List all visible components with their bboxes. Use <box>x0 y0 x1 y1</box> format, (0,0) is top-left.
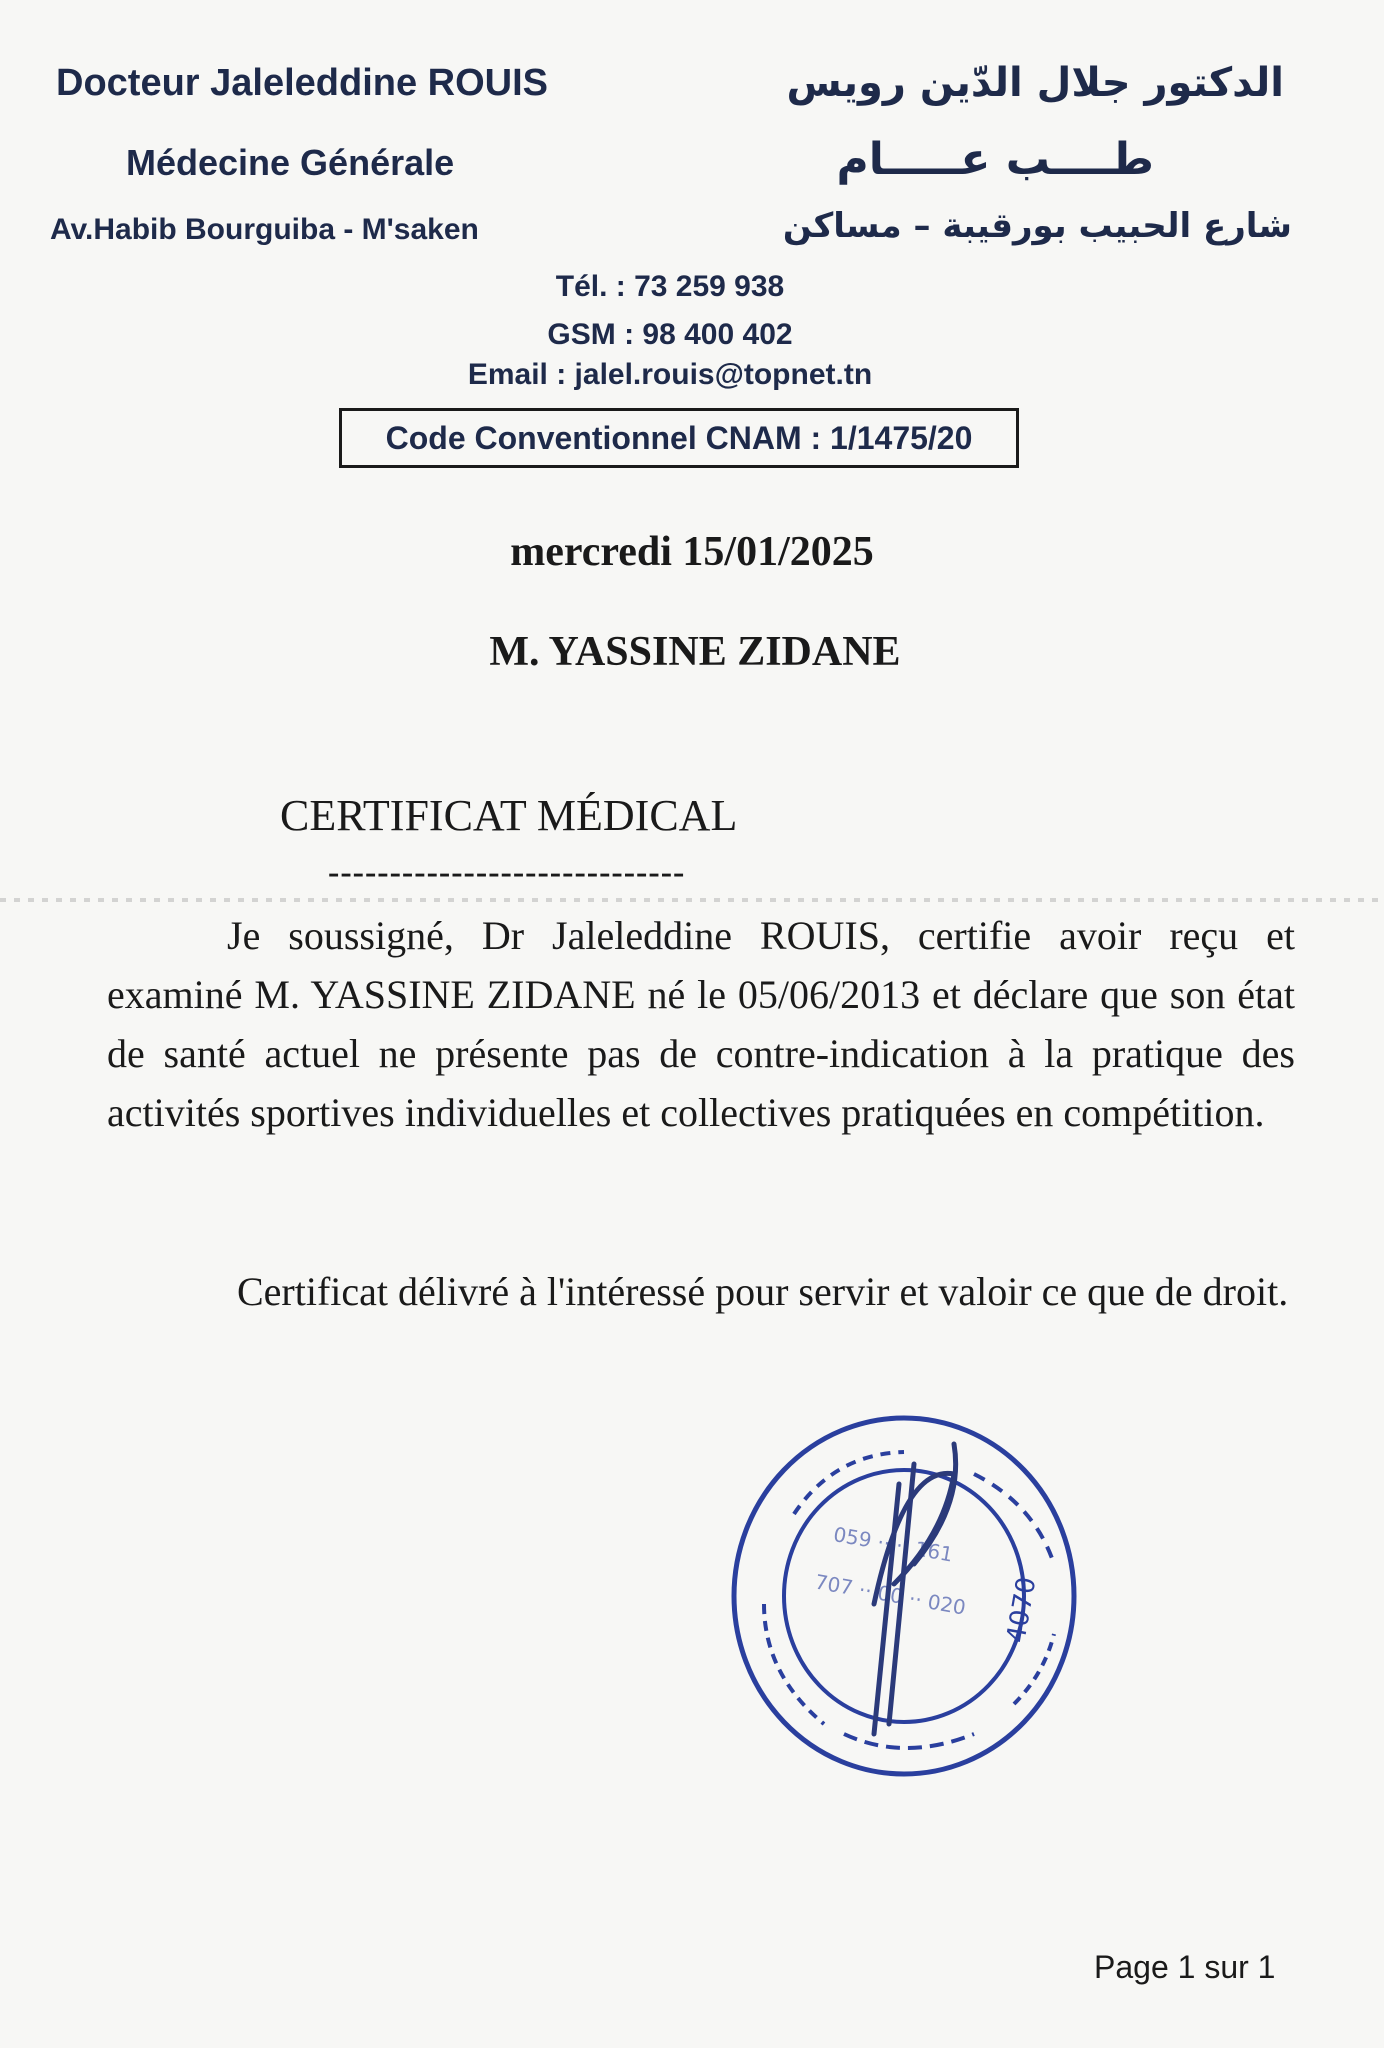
title-underline: ----------------------------- <box>328 854 686 891</box>
paragraph-text: Certificat délivré à l'intéressé pour servir et valoir ce que de droit. <box>237 1269 1289 1314</box>
doctor-name-fr: Docteur Jaleleddine ROUIS <box>56 62 549 104</box>
stamp-signature-graphic <box>724 1404 1094 1804</box>
specialty-ar: طــــب عـــــام <box>836 134 1154 185</box>
doctor-stamp <box>724 1404 1094 1809</box>
certificate-closing-paragraph <box>107 1262 1295 1321</box>
doctor-name-ar: الدكتور جلال الدّين رويس <box>786 60 1284 106</box>
scan-artifact-line <box>0 898 1384 902</box>
certificate-body-paragraph <box>107 906 1295 1142</box>
paragraph-text: Je soussigné, Dr Jaleleddine ROUIS, certifie avoir reçu et examiné M. YASSINE ZIDANE né le 05/06/2013 et déclare que son état de santé actuel ne présente pas de contre-indication à la pratique des activités sportives individuelles et collectives pratiquées en compétition. <box>107 913 1295 1135</box>
certificate-title: CERTIFICAT MÉDICAL <box>280 791 738 840</box>
stamp-number: 4070 <box>1001 1574 1043 1646</box>
svg-text:707 ·· 00 ·· 020: 707 ·· 00 ·· 020 <box>813 1569 968 1620</box>
gsm-line: GSM : 98 400 402 <box>547 318 793 351</box>
cnam-code-box: Code Conventionnel CNAM : 1/1475/20 <box>339 408 1019 468</box>
specialty-fr: Médecine Générale <box>126 142 455 183</box>
certificate-date: mercredi 15/01/2025 <box>510 529 874 575</box>
address-ar: شارع الحبيب بورقيبة – مساكن <box>782 206 1292 246</box>
patient-name: M. YASSINE ZIDANE <box>489 629 901 675</box>
address-fr: Av.Habib Bourguiba - M'saken <box>50 213 479 246</box>
svg-text:059 ·· ·· 161: 059 ·· ·· 161 <box>831 1522 955 1567</box>
phone-line: Tél. : 73 259 938 <box>555 270 785 303</box>
email-line: Email : jalel.rouis@topnet.tn <box>467 358 873 391</box>
page-number: Page 1 sur 1 <box>1094 1949 1276 1985</box>
